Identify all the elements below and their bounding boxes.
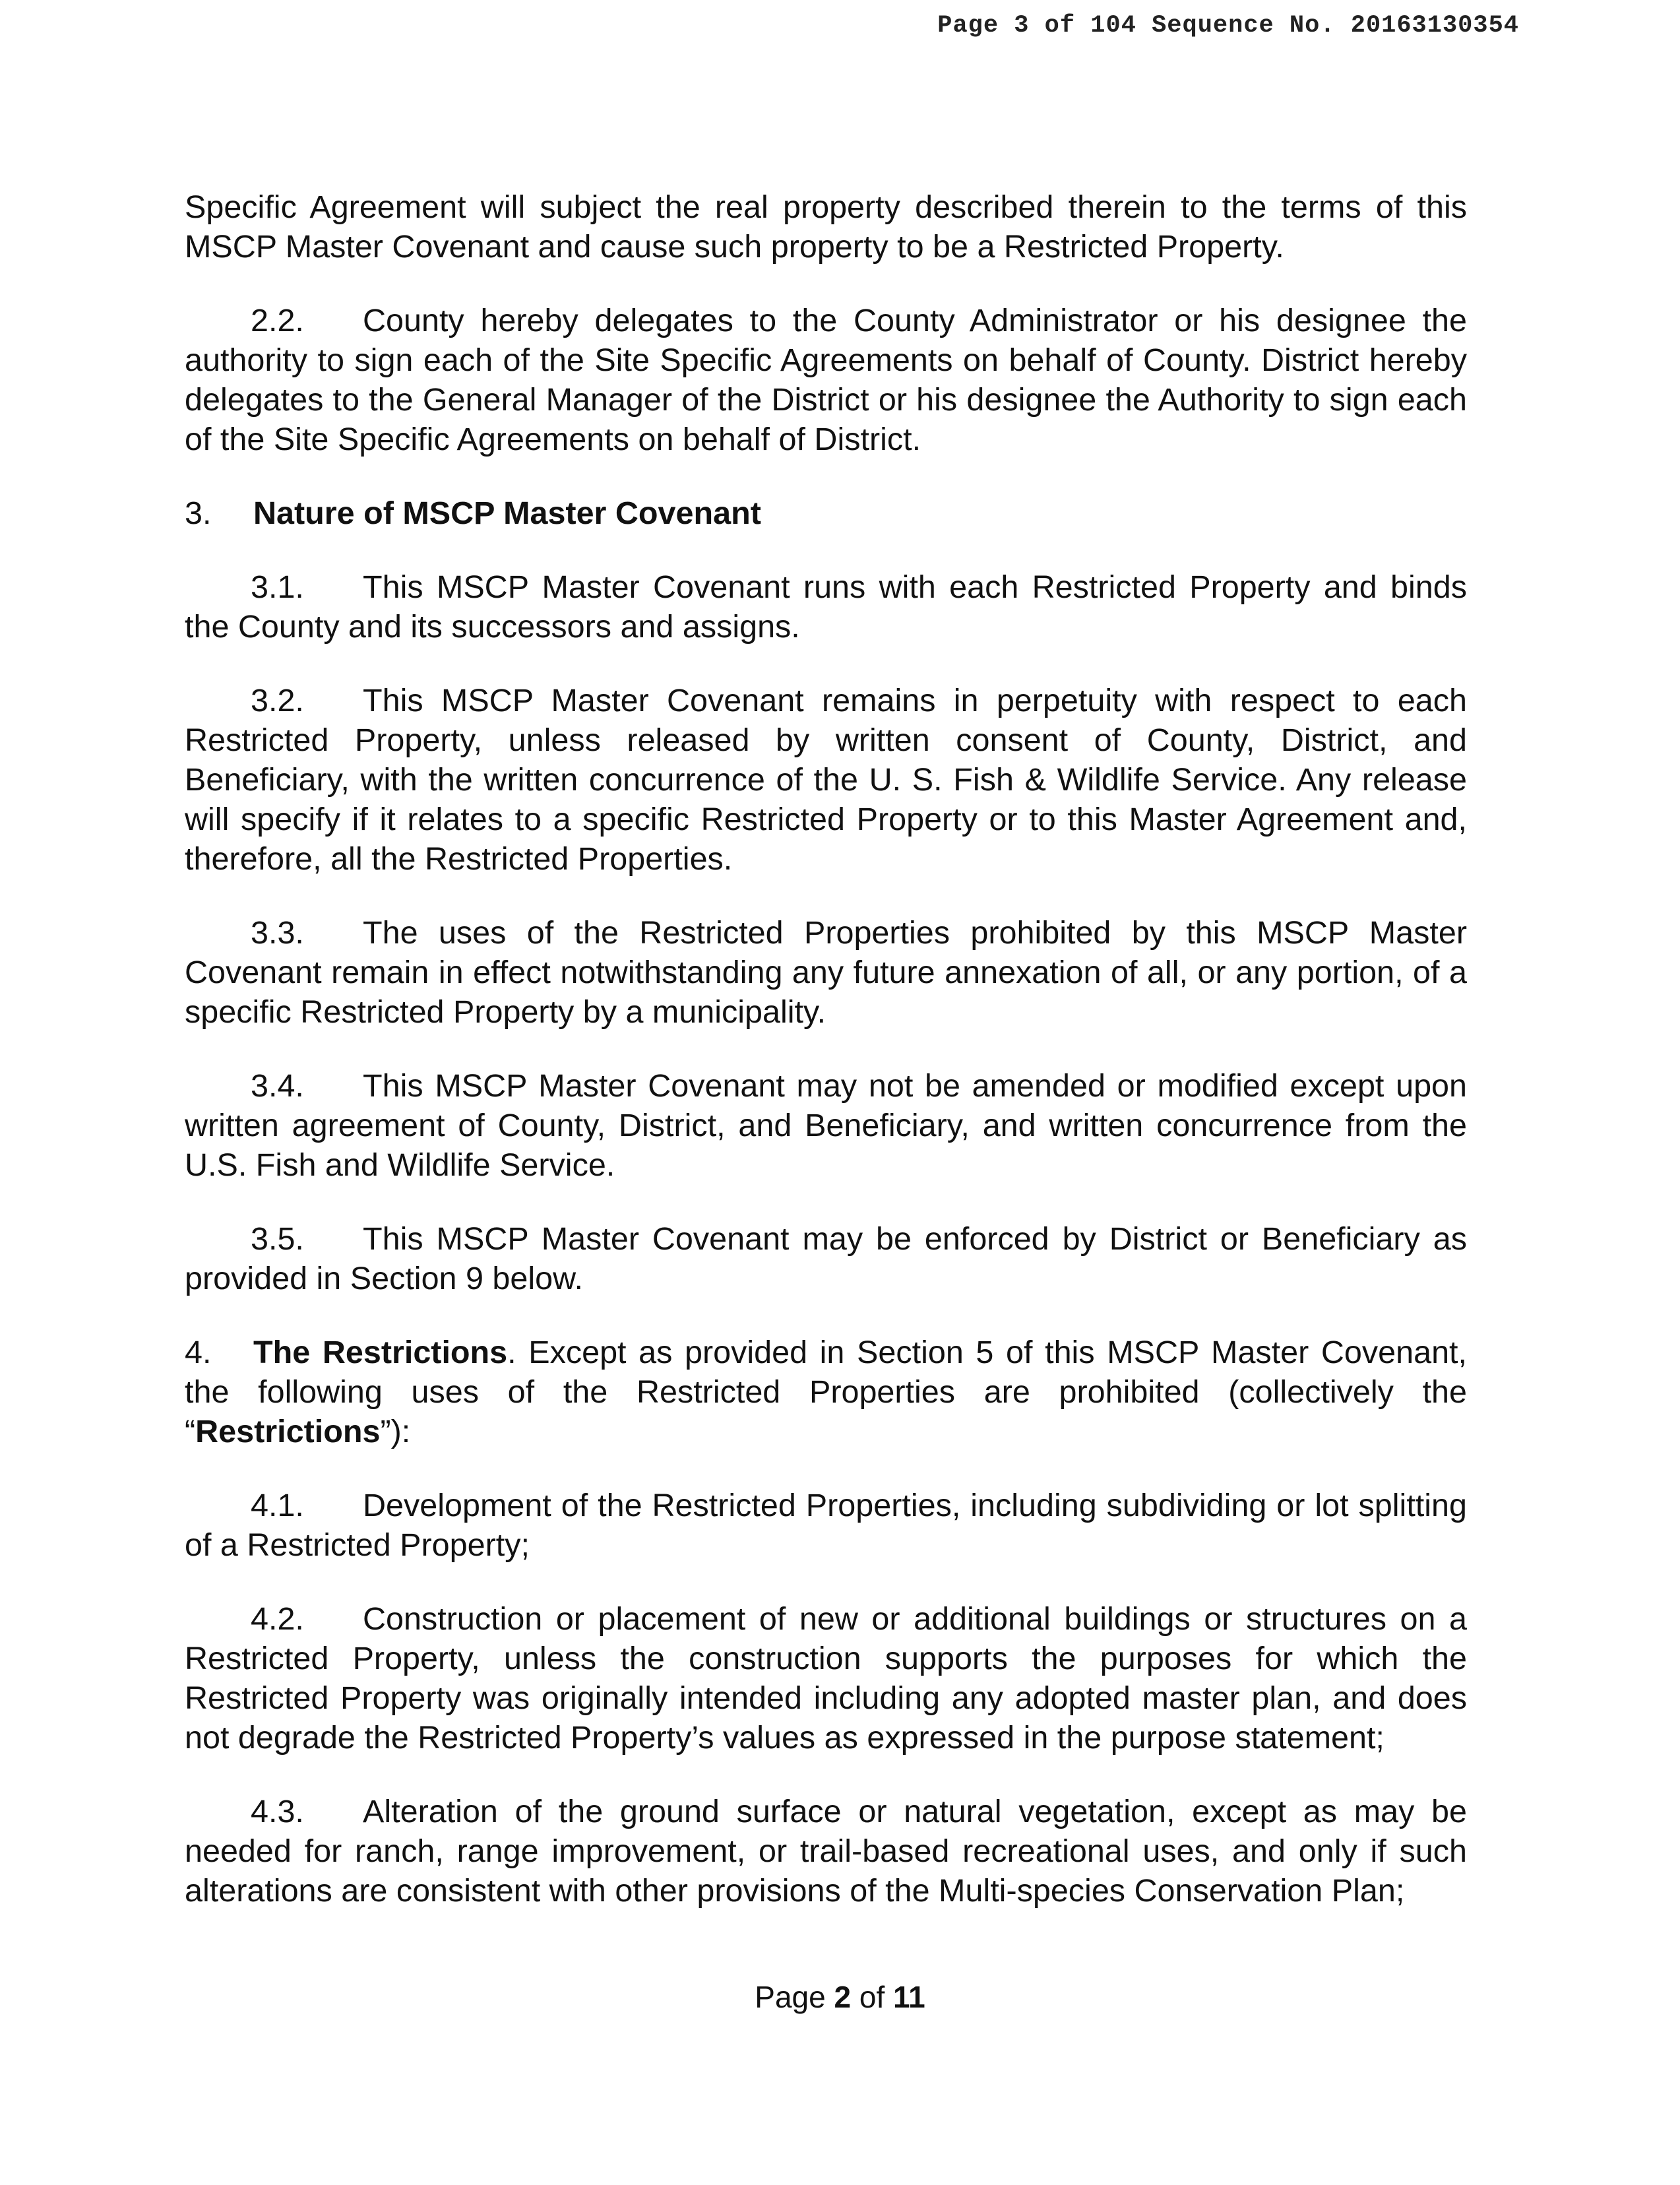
- paragraph-3-4: [185, 1066, 1467, 1185]
- section-number: 3.4.: [251, 1068, 304, 1104]
- section-number: 4.1.: [251, 1488, 304, 1523]
- paragraph-4-2: [185, 1599, 1467, 1758]
- section-number: 3.: [185, 495, 212, 531]
- paragraph-3-3: [185, 913, 1467, 1032]
- paragraph-text: County hereby delegates to the County Administrator or his designee the authority to sign each of the Site Specific Agreements on behalf of County. District hereby delegates to the General Manager of the District or his designee the Authority to sign each of the Site Specific Agreements on behalf of District.: [185, 303, 1467, 457]
- paragraph-text: Construction or placement of new or additional buildings or structures on a Restricted Property, unless the construction supports the purposes for which the Restricted Property was originally intended including any adopted master plan, and does not degrade the Restricted Property’s values as expressed in the purpose statement;: [185, 1601, 1467, 1756]
- page-footer: [0, 1979, 1680, 2015]
- section-number: 3.1.: [251, 569, 304, 605]
- section-number: 3.3.: [251, 915, 304, 951]
- section-number: 4.3.: [251, 1794, 304, 1829]
- paragraph-text: The uses of the Restricted Properties prohibited by this MSCP Master Covenant remain in effect notwithstanding any future annexation of all, or any portion, of a specific Restricted Property by a municipality.: [185, 915, 1467, 1030]
- paragraph-2-2: [185, 301, 1467, 459]
- section-title: Nature of MSCP Master Covenant: [253, 495, 761, 531]
- paragraph-intro: Specific Agreement will subject the real property described therein to the terms of this MSCP Master Covenant and cause such property to be a Restricted Property.: [185, 189, 1467, 265]
- footer-total-pages: 11: [893, 1980, 925, 2014]
- paragraph-text: This MSCP Master Covenant runs with each Restricted Property and binds the County and its successors and assigns.: [185, 569, 1467, 645]
- paragraph-text: Alteration of the ground surface or natural vegetation, except as may be needed for ranch, range improvement, or trail-based recreational uses, and only if such alterations are consistent with other provisions of the Multi-species Conservation Plan;: [185, 1794, 1467, 1909]
- paragraph-4-3: [185, 1792, 1467, 1911]
- paragraph-text-b: ”):: [380, 1414, 411, 1449]
- paragraph-text: This MSCP Master Covenant may be enforced by District or Beneficiary as provided in Section 9 below.: [185, 1221, 1467, 1296]
- defined-term: Restrictions: [195, 1414, 381, 1449]
- paragraph-4: [185, 1333, 1467, 1451]
- paragraph-3-2: [185, 681, 1467, 879]
- footer-page-word: Page: [755, 1980, 826, 2014]
- paragraph-3-1: [185, 567, 1467, 647]
- paragraph-4-1: [185, 1486, 1467, 1565]
- section-number: 4.: [185, 1335, 212, 1370]
- section-number: 4.2.: [251, 1601, 304, 1637]
- paragraph-3-5: [185, 1219, 1467, 1298]
- section-3-heading: [185, 493, 1467, 533]
- footer-of-word: of: [859, 1980, 885, 2014]
- section-number: 3.2.: [251, 683, 304, 718]
- paragraph-text: Development of the Restricted Properties, including subdividing or lot splitting of a Restricted Property;: [185, 1488, 1467, 1563]
- footer-page-number: 2: [834, 1980, 852, 2014]
- paragraph-text: This MSCP Master Covenant remains in perpetuity with respect to each Restricted Property, unless released by written consent of County, District, and Beneficiary, with the written concurrence of the U. S. Fish & Wildlife Service. Any release will specify if it relates to a specific Restricted Property or to this Master Agreement and, therefore, all the Restricted Properties.: [185, 683, 1467, 877]
- document-body: [185, 187, 1467, 1945]
- section-number: 3.5.: [251, 1221, 304, 1257]
- section-number: 2.2.: [251, 303, 304, 338]
- page-sequence-header: Page 3 of 104 Sequence No. 20163130354: [937, 12, 1519, 40]
- section-title: The Restrictions: [253, 1335, 508, 1370]
- paragraph-text-a: . Except as provided in Section 5 of this MSCP Master Covenant, the following uses of the Restricted Properties are prohibited (collectively the “: [185, 1335, 1468, 1449]
- paragraph-text: This MSCP Master Covenant may not be amended or modified except upon written agreement of County, District, and Beneficiary, and written concurrence from the U.S. Fish and Wildlife Service.: [185, 1068, 1467, 1183]
